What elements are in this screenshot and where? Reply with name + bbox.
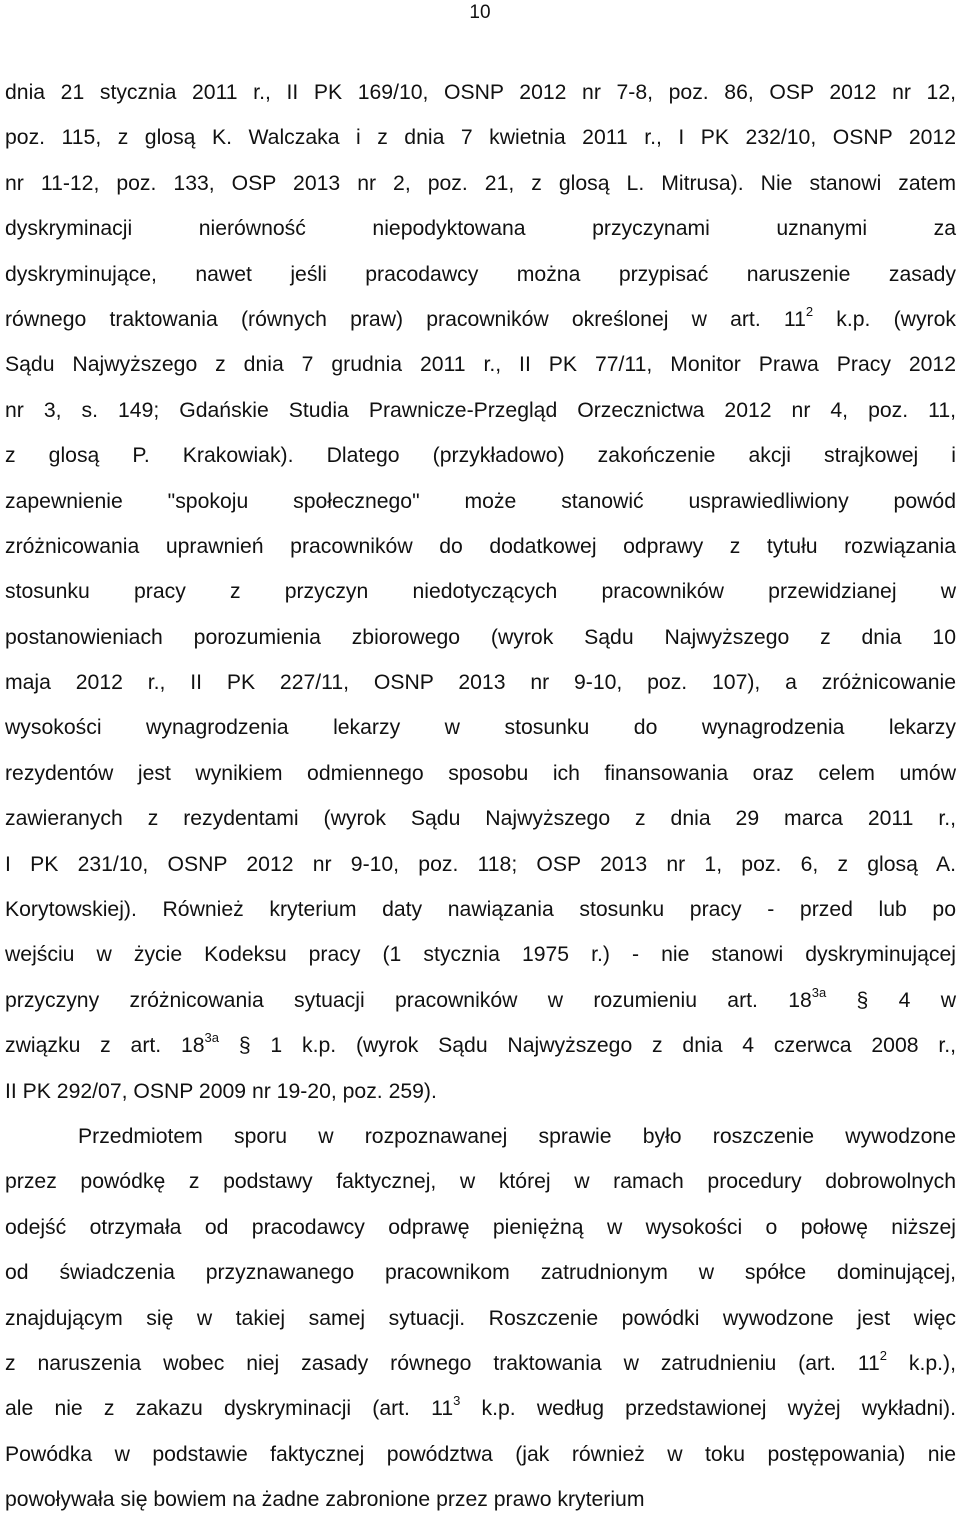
text-line: maja 2012 r., II PK 227/11, OSNP 2013 nr 9-10, poz. 107), a zróżnicowanie	[5, 671, 956, 695]
text-line: postanowieniach porozumienia zbiorowego (wyrok Sądu Najwyższego z dnia 10	[5, 625, 956, 649]
text-line: poz. 115, z glosą K. Walczaka i z dnia 7 kwietnia 2011 r., I PK 232/10, OSNP 2012	[5, 126, 956, 150]
text-line	[5, 1023, 956, 1068]
text-line	[5, 1386, 956, 1431]
text-segment: z naruszenia wobec niej zasady równego traktowania w zatrudnieniu (art. 11	[5, 1351, 880, 1375]
text-line: rezydentów jest wynikiem odmiennego sposobu ich finansowania oraz celem umów	[5, 761, 956, 785]
text-segment: przyczyny zróżnicowania sytuacji pracowników w rozumieniu art. 18	[5, 988, 812, 1012]
text-line: stosunku pracy z przyczyn niedotyczących pracowników przewidzianej w	[5, 580, 956, 604]
text-line: z glosą P. Krakowiak). Dlatego (przykładowo) zakończenie akcji strajkowej i	[5, 444, 956, 468]
text-line: wejściu w życie Kodeksu pracy (1 stycznia 1975 r.) - nie stanowi dyskryminującej	[5, 943, 956, 967]
text-line: dyskryminacji nierówność niepodyktowana przyczynami uznanymi za	[5, 217, 956, 241]
text-segment: k.p.),	[886, 1351, 956, 1375]
superscript: 3a	[204, 1030, 220, 1046]
text-line: I PK 231/10, OSNP 2012 nr 9-10, poz. 118; OSP 2013 nr 1, poz. 6, z glosą A.	[5, 852, 956, 876]
text-line: nr 3, s. 149; Gdańskie Studia Prawnicze-Przegląd Orzecznictwa 2012 nr 4, poz. 11,	[5, 398, 956, 422]
text-line: Sądu Najwyższego z dnia 7 grudnia 2011 r., II PK 77/11, Monitor Prawa Pracy 2012	[5, 353, 956, 377]
text-line: wysokości wynagrodzenia lekarzy w stosunku do wynagrodzenia lekarzy	[5, 716, 956, 740]
superscript: 2	[879, 1347, 887, 1363]
text-line: II PK 292/07, OSNP 2009 nr 19-20, poz. 259).	[5, 1079, 437, 1103]
document-body	[5, 70, 956, 1523]
text-segment: k.p. (wyrok	[813, 307, 956, 331]
text-line: zróżnicowania uprawnień pracowników do dodatkowej odprawy z tytułu rozwiązania	[5, 534, 956, 558]
text-line	[5, 297, 956, 342]
text-segment: § 4 w	[826, 988, 956, 1012]
text-line: dnia 21 stycznia 2011 r., II PK 169/10, OSNP 2012 nr 7-8, poz. 86, OSP 2012 nr 12,	[5, 81, 956, 104]
page-number: 10	[469, 2, 491, 23]
text-line: zapewnienie "spokoju społecznego" może stanowić usprawiedliwiony powód	[5, 489, 956, 513]
paragraph	[5, 1114, 956, 1523]
superscript: 2	[805, 303, 814, 319]
text-segment: ale nie z zakazu dyskryminacji (art. 11	[5, 1397, 454, 1421]
text-line: przez powódkę z podstawy faktycznej, w której w ramach procedury dobrowolnych	[5, 1170, 956, 1194]
text-line: odejść otrzymała od pracodawcy odprawę pieniężną w wysokości o połowę niższej	[5, 1215, 956, 1239]
text-line: zawieranych z rezydentami (wyrok Sądu Najwyższego z dnia 29 marca 2011 r.,	[5, 807, 956, 831]
text-line: dyskryminujące, nawet jeśli pracodawcy można przypisać naruszenie zasady	[5, 262, 956, 286]
superscript: 3a	[811, 984, 827, 1000]
text-line	[5, 1341, 956, 1386]
text-line: powoływała się bowiem na żadne zabronione przez prawo kryterium	[5, 1488, 645, 1512]
text-line: nr 11-12, poz. 133, OSP 2013 nr 2, poz. 21, z glosą L. Mitrusa). Nie stanowi zatem	[5, 171, 956, 195]
text-segment: § 1 k.p. (wyrok Sądu Najwyższego z dnia 4 czerwca 2008 r.,	[219, 1034, 956, 1058]
text-line: od świadczenia przyznawanego pracownikom zatrudnionym w spółce dominującej,	[5, 1261, 956, 1285]
text-line: znajdującym się w takiej samej sytuacji. Roszczenie powódki wywodzone jest więc	[5, 1306, 956, 1330]
superscript: 3	[453, 1393, 461, 1409]
text-segment: związku z art. 18	[5, 1034, 205, 1058]
text-line: Powódka w podstawie faktycznej powództwa (jak również w toku postępowania) nie	[5, 1442, 956, 1466]
text-line	[5, 978, 956, 1023]
text-segment: k.p. według przedstawionej wyżej wykładni).	[460, 1397, 956, 1421]
text-line: Przedmiotem sporu w rozpoznawanej sprawie było roszczenie wywodzone	[78, 1124, 956, 1148]
text-line: Korytowskiej). Również kryterium daty nawiązania stosunku pracy - przed lub po	[5, 898, 956, 922]
text-segment: równego traktowania (równych praw) pracowników określonej w art. 11	[5, 307, 806, 331]
paragraph	[5, 70, 956, 1114]
